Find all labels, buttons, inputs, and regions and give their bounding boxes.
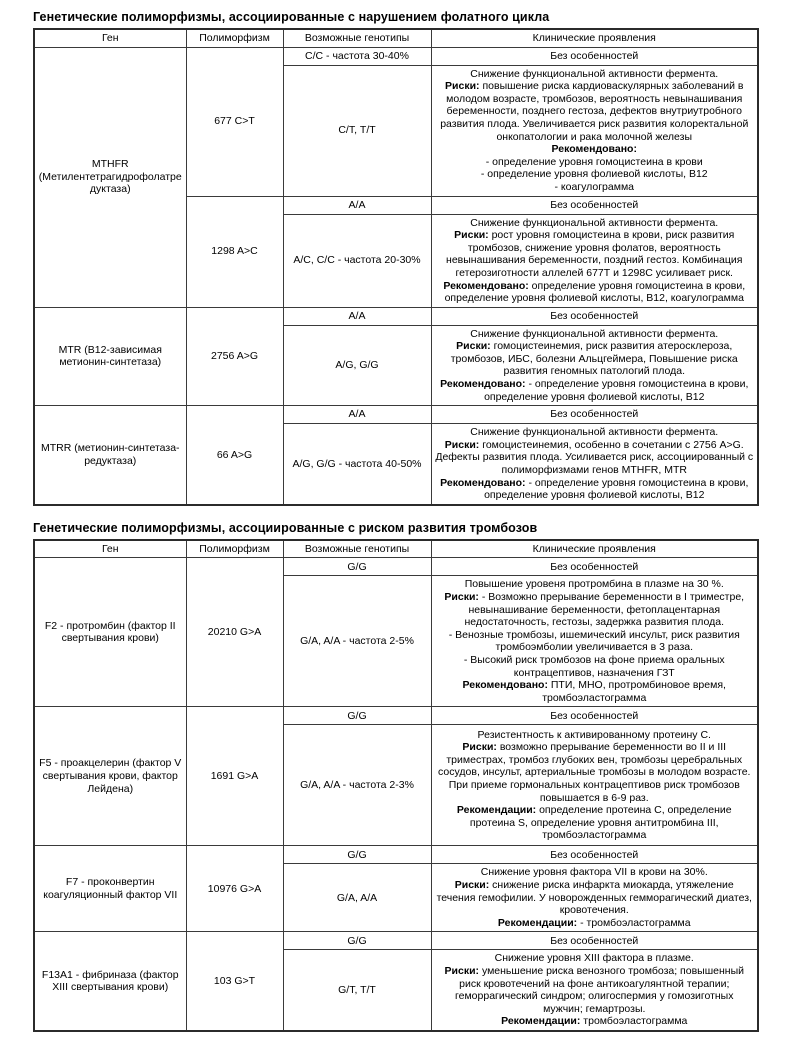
header-polymorphism: Полиморфизм [186,540,283,558]
clinical-cell: Без особенностей [431,307,758,325]
header-polymorphism: Полиморфизм [186,29,283,47]
genotype-cell: G/A, A/A [283,864,431,932]
polymorphism-cell-66: 66 A>G [186,406,283,505]
table-header-row [34,540,758,558]
genotype-cell: А/С, С/С - частота 20-30% [283,214,431,307]
genotype-cell: A/G, G/G - частота 40-50% [283,424,431,505]
gene-cell-f5: F5 - проакцелерин (фактор V свертывания крови, фактор Лейдена) [34,707,186,846]
polymorphism-cell-10976: 10976 G>A [186,846,283,932]
table-row [34,406,758,424]
table-row [34,707,758,725]
header-genotypes: Возможные генотипы [283,540,431,558]
clinical-cell: Повышение уровеня протромбина в плазме на 30 %. Риски: - Возможно прерывание беременности в I триместре, невынашивание беременности, фетоплацентарная недостаточность, гестозы, задержка развития плода. - Венозные тромбозы, ишемический инсульт, риск развития тромбоэмболии увеличивается в 3 раза. - Высокий риск тромбозов на фоне приема оральных контрацептивов, назначения ГЗТ Рекомендовано: ПТИ, МНО, протромбиновое время, тромбоэластограмма [431,576,758,707]
clinical-cell: Резистентность к активированному протеину С. Риски: возможно прерывание беременности во II и III триместрах, тромбоз глубоких вен, тромбозы церебральных сосудов, инсульт, артериальные тромбозы в молодом возрасте. При приеме гормональных контрацептивов риск тромбозов повышается в 6-9 раз. Рекомендации: определение протеина С, определение протеина S, определение уровня антитромбина III, тромбоэластограмма [431,725,758,846]
table-row [34,558,758,576]
gene-cell-mthfr: MTHFR (Метилентетрагидрофолатре дуктаза) [34,47,186,307]
clinical-cell: Снижение функциональной активности фермента. Риски: повышение риска кардиоваскулярных заболеваний в молодом возрасте, тромбозов, вероятность невынашивания беременности, позднего гестоза, дефектов внутриутробного развития плода. Увеличивается риск развития колоректальной онкопатологии и рака молочной железы Рекомендовано: - определение уровня гомоцистеина в крови - определение уровня фолиевой кислоты, B12 - коагулограмма [431,65,758,196]
polymorphism-cell-1298: 1298 A>C [186,196,283,307]
clinical-cell: Без особенностей [431,932,758,950]
genotype-cell: G/A, A/A - частота 2-5% [283,576,431,707]
clinical-cell: Снижение уровня фактора VII в крови на 30%. Риски: снижение риска инфаркта миокарда, утяжеление течения гемофилии. У новорожденных гемморагический диатез, кровотечения. Рекомендации: - тромбоэластограмма [431,864,758,932]
genotype-cell: G/T, T/T [283,950,431,1031]
header-gene: Ген [34,29,186,47]
header-genotypes: Возможные генотипы [283,29,431,47]
genotype-cell: A/G, G/G [283,325,431,406]
gene-cell-f2: F2 - протромбин (фактор II свертывания крови) [34,558,186,707]
genotype-cell: G/A, A/A - частота 2-3% [283,725,431,846]
thrombosis-table [33,539,759,1032]
gene-cell-mtrr: MTRR (метионин-синтетаза-редуктаза) [34,406,186,505]
genotype-cell: А/А [283,406,431,424]
table-row [34,47,758,65]
clinical-cell: Без особенностей [431,47,758,65]
polymorphism-cell-1691: 1691 G>A [186,707,283,846]
genotype-cell: G/G [283,932,431,950]
genotype-cell: G/G [283,707,431,725]
genotype-cell: С/Т, Т/Т [283,65,431,196]
clinical-cell: Без особенностей [431,196,758,214]
table-row [34,307,758,325]
clinical-cell: Снижение функциональной активности фермента. Риски: рост уровня гомоцистеина в крови, риск развития тромбозов, снижение уровня фолатов, вероятность невынашивания беременности, поздний гестоз. Комбинация гетерозиготности аллелей 677Т и 1298С усиливает риск. Рекомендовано: определение уровня гомоцистеина в крови, определение уровня фолиевой кислоты, B12, коагулограмма [431,214,758,307]
table-header-row [34,29,758,47]
polymorphism-cell-103: 103 G>T [186,932,283,1031]
genotype-cell: А/А [283,196,431,214]
table-row [34,846,758,864]
clinical-cell: Снижение функциональной активности фермента. Риски: гомоцистеинемия, особенно в сочетании с 2756 A>G. Дефекты развития плода. Усиливается риск, ассоциированный с полиморфизмами генов MTHFR, MTR Рекомендовано: - определение уровня гомоцистеина в крови, определение уровня фолиевой кислоты, B12 [431,424,758,505]
clinical-cell: Снижение уровня XIII фактора в плазме. Риски: уменьшение риска венозного тромбоза; повышенный риск кровотечений на фоне антикоагулянтной терапии; геморрагический синдром; олигоспермия у гомозиготных мужчин; гемартрозы. Рекомендации: тромбоэластограмма [431,950,758,1031]
clinical-cell: Без особенностей [431,846,758,864]
gene-cell-f13a1: F13A1 - фибриназа (фактор XIII свертывания крови) [34,932,186,1031]
clinical-cell: Без особенностей [431,558,758,576]
thrombosis-table-title: Генетические полиморфизмы, ассоциированные с риском развития тромбозов [33,520,538,535]
clinical-cell: Без особенностей [431,707,758,725]
folate-table-title: Генетические полиморфизмы, ассоциированные с нарушением фолатного цикла [33,10,550,24]
gene-cell-mtr: MTR (В12-зависимая метионин-синтетаза) [34,307,186,406]
header-clinical: Клинические проявления [431,540,758,558]
clinical-cell: Без особенностей [431,406,758,424]
header-clinical: Клинические проявления [431,29,758,47]
gene-cell-f7: F7 - проконвертин коагуляционный фактор VII [34,846,186,932]
polymorphism-cell-677: 677 C>T [186,47,283,196]
genotype-cell: А/А [283,307,431,325]
genotype-cell: G/G [283,846,431,864]
folate-table [33,28,759,506]
genotype-cell: G/G [283,558,431,576]
clinical-cell: Снижение функциональной активности фермента. Риски: гомоцистеинемия, риск развития атеросклероза, тромбозов, ИБС, болезни Альцгеймера, Повышение риска развития геномных патологий плода. Рекомендовано: - определение уровня гомоцистеина в крови, определение уровня фолиевой кислоты, B12 [431,325,758,406]
genotype-cell: С/С - частота 30-40% [283,47,431,65]
table-row [34,932,758,950]
header-gene: Ген [34,540,186,558]
polymorphism-cell-20210: 20210 G>A [186,558,283,707]
polymorphism-cell-2756: 2756 A>G [186,307,283,406]
